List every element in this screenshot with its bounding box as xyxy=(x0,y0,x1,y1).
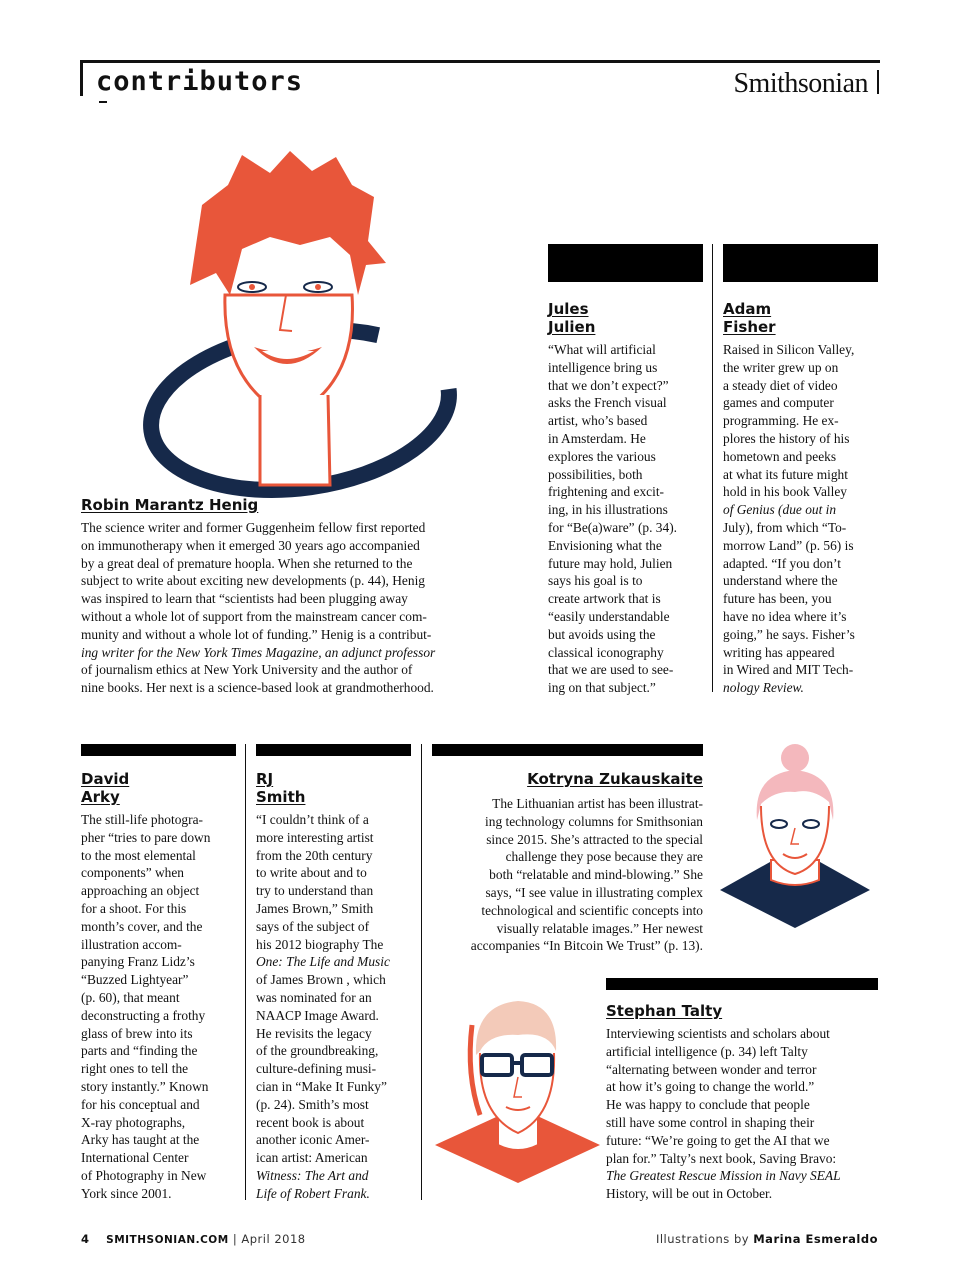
name-bar-arky xyxy=(81,744,236,756)
bio-julien: “What will artificial intelligence bring us that we don’t expect?” asks the French visual artist, who’s based in Amsterdam. He explores the various possibilities, both frightening and excit- ing, in his illustrations for “Be(a)ware” (p. 34). Envisioning what the future may hold, Julien says his goal is to create artwork that is “easily understandable but avoids using the classical iconography that we are used to see- ing on that subject.” xyxy=(548,342,677,696)
header-rule xyxy=(80,60,880,63)
footer-separator: | xyxy=(232,1232,238,1246)
contributor-name-julien: Jules Julien xyxy=(548,300,596,336)
name-bar-julien xyxy=(548,244,703,282)
bio-henig: The science writer and former Guggenheim fellow first reported on immunotherapy when it emerged 30 years ago accompanied by a great deal of premature hoopla. When she returned to the subject to write about exciting new developments (p. 44), Henig was inspired to learn that “scientists had been plugging away without a whole lot of support from the mainstream cancer com- munity and without a whole lot of funding.” Henig is a contribut- ing writer for the New York Times Magazine, an adjunct professor of journalism ethics at New York University and the author of nine books. Her next is a science-based look at grandmotherhood. xyxy=(81,520,436,696)
contributor-name-talty: Stephan Talty xyxy=(606,1002,723,1020)
footer-left xyxy=(81,1232,306,1246)
name-bar-smith xyxy=(256,744,411,756)
contributor-name-arky: David Arky xyxy=(81,770,130,806)
name-bar-fisher xyxy=(723,244,878,282)
contributor-name-henig: Robin Marantz Henig xyxy=(81,496,259,514)
brand-bar xyxy=(877,70,879,94)
header-tick xyxy=(80,60,83,96)
name-bar-talty xyxy=(606,978,878,990)
contributor-name-zukauskaite: Kotryna Zukauskaite xyxy=(527,770,703,788)
bio-fisher: Raised in Silicon Valley, the writer grew up on a steady diet of video games and computer programming. He ex- plores the history of his hometown and peeks at what its future might hold in his book Valley of Genius (due out in July), from which “To- morrow Land” (p. 56) is adapted. “If you don’t understand where the future has been, you have no idea where it’s going,” he says. Fisher’s writing has appeared in Wired and MIT Tech- nology Review. xyxy=(723,342,855,696)
section-title-mark xyxy=(99,101,107,103)
henig-portrait-illustration xyxy=(130,145,460,500)
footer-credit xyxy=(656,1232,878,1246)
section-title: contributors xyxy=(96,66,304,97)
column-divider xyxy=(245,744,246,1200)
footer-date: April 2018 xyxy=(241,1232,306,1246)
bio-smith: “I couldn’t think of a more interesting artist from the 20th century to write about and to try to understand than James Brown,” Smith says of the subject of his 2012 biography The One: The Life and Music of James Brown , which was nominated for an NAACP Image Award. He revisits the legacy of the groundbreaking, culture-defining musi- cian in “Make It Funky” (p. 24). Smith’s most recent book is about another iconic Amer- ican artist: American Witness: The Art and Life of Robert Frank. xyxy=(256,812,390,1201)
column-divider xyxy=(421,744,422,1200)
contributor-name-fisher: Adam Fisher xyxy=(723,300,776,336)
credit-name: Marina Esmeraldo xyxy=(753,1232,878,1246)
bio-zukauskaite: The Lithuanian artist has been illustrat- ing technology columns for Smithsonian since 2015. She’s attracted to the special challenge they pose because they are both “relatable and mind-blowing.” She says, “I see value in illustrating complex technological and scientific concepts into visually relatable images.” Her newest accompanies “In Bitcoin We Trust” (p. 13). xyxy=(470,796,703,954)
credit-prefix: Illustrations by xyxy=(655,1232,750,1246)
page-number: 4 xyxy=(81,1232,90,1246)
bio-talty: Interviewing scientists and scholars about artificial intelligence (p. 34) left Talty “alternating between wonder and terror at how it’s going to change the world.” He was happy to conclude that people still have some control in shaping their future: “We’re going to get the AI that we plan for.” Talty’s next book, Saving Bravo: The Greatest Rescue Mission in Navy SEAL History, will be out in October. xyxy=(606,1026,841,1202)
talty-portrait-illustration xyxy=(430,995,605,1185)
bio-arky: The still-life photogra- pher “tries to pare down to the most elemental components” when approaching an object for a shoot. For this month’s cover, and the illustration accom- panying Franz Lidz’s “Buzzed Lightyear” (p. 60), that meant deconstructing a frothy glass of brew into its parts and “finding the right ones to tell the story instantly.” Known for his conceptual and X-ray photographs, Arky has taught at the International Center of Photography in New York since 2001. xyxy=(81,812,211,1201)
brand-logo: Smithsonian xyxy=(733,68,868,99)
contributor-name-smith: RJ Smith xyxy=(256,770,306,806)
zukauskaite-portrait-illustration xyxy=(715,740,875,930)
name-bar-zukauskaite xyxy=(432,744,703,756)
footer-site: SMITHSONIAN.COM xyxy=(106,1234,229,1246)
column-divider xyxy=(712,244,713,692)
